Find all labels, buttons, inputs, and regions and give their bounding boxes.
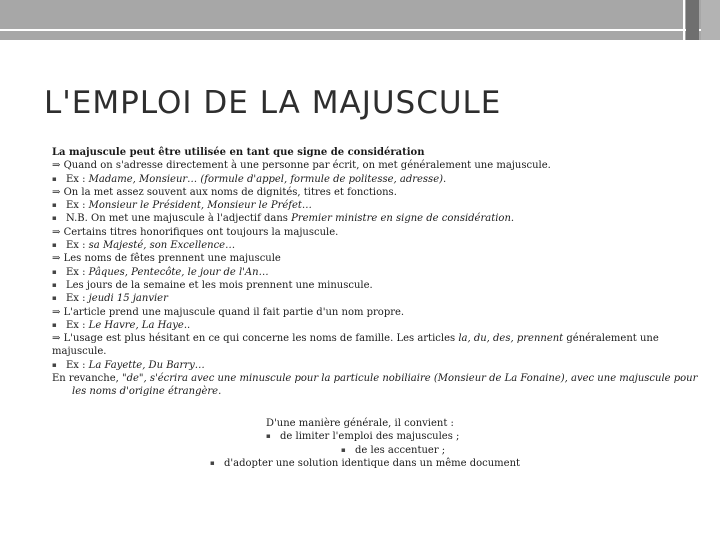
conclusion-item-3 xyxy=(52,457,682,470)
usage-text: L'usage est plus hésitant en ce qui concerne les noms de famille. Les articles xyxy=(63,333,459,345)
bullet-icon: ▪ xyxy=(341,445,346,454)
bullet-italic: Monsieur le Président, Monsieur le Préfet… xyxy=(88,200,312,212)
bullet-lead: Ex : xyxy=(66,240,89,252)
arrow-line xyxy=(52,226,682,239)
arrow-line-text: L'article prend une majuscule quand il fait partie d'un nom propre. xyxy=(63,306,405,318)
usage-example-lead: Ex : xyxy=(66,359,89,371)
top-banner-divider xyxy=(0,29,720,31)
bullet-icon: ▪ xyxy=(52,267,57,276)
bullet-lead: Ex : xyxy=(66,266,89,278)
bullet-line xyxy=(52,319,682,332)
bullet-lead: Ex : xyxy=(66,173,89,185)
arrow-line xyxy=(52,159,682,172)
revanche-line-continued xyxy=(52,385,682,398)
usage-example xyxy=(52,359,682,372)
arrow-line xyxy=(52,252,682,265)
bullet-icon: ▪ xyxy=(52,280,57,289)
bullet-lead: Les jours de la semaine et les mois prennent une minuscule. xyxy=(66,279,373,291)
bullet-line xyxy=(52,212,682,225)
bullet-line xyxy=(52,173,682,186)
slide-body xyxy=(52,146,698,399)
arrow-icon: ⇒ xyxy=(52,333,61,345)
bullet-line xyxy=(52,266,682,279)
usage-text-end: généralement une xyxy=(563,333,659,345)
slide-title: L'EMPLOI DE LA MAJUSCULE xyxy=(44,85,502,121)
bullet-icon: ▪ xyxy=(210,458,215,467)
bullet-icon: ▪ xyxy=(52,360,57,369)
top-banner xyxy=(0,0,720,40)
section-heading: La majuscule peut être utilisée en tant que signe de considération xyxy=(52,147,425,158)
bullet-lead: Ex : xyxy=(66,319,89,331)
arrow-icon: ⇒ xyxy=(52,226,61,238)
arrow-line-text: Certains titres honorifiques ont toujours la majuscule. xyxy=(63,226,339,238)
corner-accent-dark xyxy=(686,0,699,40)
arrow-icon: ⇒ xyxy=(52,253,61,265)
conclusion-item-2 xyxy=(52,444,682,457)
bullet-icon: ▪ xyxy=(52,320,57,329)
bullet-italic: Madame, Monsieur… (formule d'appel, formule de politesse, adresse). xyxy=(88,173,447,185)
content-lines xyxy=(52,146,682,332)
bullet-line xyxy=(52,239,682,252)
bullet-icon: ▪ xyxy=(52,241,57,250)
usage-line xyxy=(52,332,682,345)
bullet-lead: Ex : xyxy=(66,200,89,212)
bullet-icon: ▪ xyxy=(52,174,57,183)
arrow-line-text: Quand on s'adresse directement à une personne par écrit, on met généralement une majuscule. xyxy=(63,160,551,172)
arrow-line xyxy=(52,186,682,199)
bullet-italic: Pâques, Pentecôte, le jour de l'An… xyxy=(88,266,269,278)
bullet-line xyxy=(52,292,682,305)
conclusion-item-3-text: d'adopter une solution identique dans un même document xyxy=(224,457,521,469)
arrow-icon: ⇒ xyxy=(52,186,61,198)
conclusion-item-2-text: de les accentuer ; xyxy=(355,444,446,456)
revanche-italic: "de", s'écrira avec une minuscule pour la particule nobiliaire (Monsieur de La Fonaine), avec une majuscule pour xyxy=(122,373,698,385)
bullet-line xyxy=(52,279,682,292)
conclusion-item-1 xyxy=(52,430,682,443)
bullet-italic: jeudi 15 janvier xyxy=(88,293,168,305)
bullet-icon: ▪ xyxy=(52,201,57,210)
arrow-line xyxy=(52,306,682,319)
bullet-italic: sa Majesté, son Excellence… xyxy=(88,240,236,252)
bullet-icon: ▪ xyxy=(52,214,57,223)
bullet-lead: Ex : xyxy=(66,293,89,305)
arrow-icon: ⇒ xyxy=(52,160,61,172)
revanche-lead: En revanche, xyxy=(52,373,122,385)
conclusion-intro: D'une manière générale, il convient : xyxy=(266,418,454,429)
usage-italic: la, du, des, prennent xyxy=(458,333,564,345)
bullet-icon: ▪ xyxy=(266,432,271,441)
arrow-icon: ⇒ xyxy=(52,306,61,318)
bullet-lead: N.B. On met une majuscule à l'adjectif dans xyxy=(66,213,292,225)
revanche-line xyxy=(52,372,698,385)
corner-accent-light xyxy=(701,0,720,40)
arrow-line-text: On la met assez souvent aux noms de dignités, titres et fonctions. xyxy=(63,186,397,198)
arrow-line-text: Les noms de fêtes prennent une majuscule xyxy=(63,253,281,265)
conclusion-block xyxy=(52,417,682,470)
bullet-italic: Premier ministre en signe de considération. xyxy=(291,213,515,225)
bullet-italic: Le Havre, La Haye.. xyxy=(88,319,191,331)
conclusion-item-1-text: de limiter l'emploi des majuscules ; xyxy=(280,431,460,443)
bullet-icon: ▪ xyxy=(52,294,57,303)
usage-example-italic: La Fayette, Du Barry… xyxy=(88,359,205,371)
usage-line-continued: majuscule. xyxy=(52,346,107,358)
bullet-line xyxy=(52,199,682,212)
revanche-italic-2: les noms d'origine étrangère. xyxy=(72,386,222,398)
corner-divider xyxy=(683,0,685,40)
